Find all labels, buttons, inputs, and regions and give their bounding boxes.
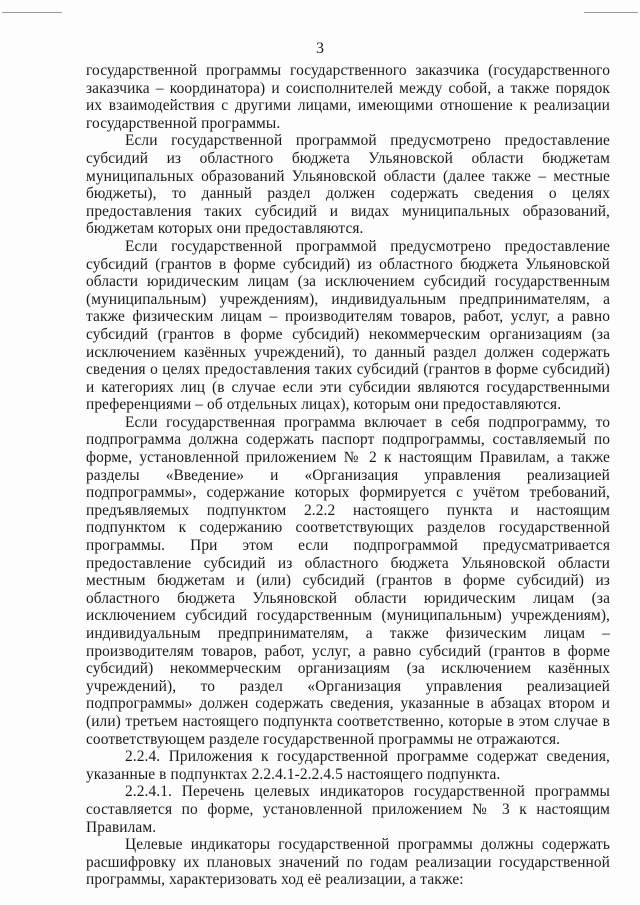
scan-artifact-left xyxy=(2,12,62,13)
paragraph: Если государственная программа включает в себя подпрограмму, то подпрограмма должна содержать паспорт подпрограммы, составляемый по форме, установленной приложением № 2 к настоящим Правилам, а также разделы «Введение» и «Организация управления реализацией подпрограммы», содержание которых формируется с учётом требований, предъявляемых подпунктом 2.2.2 настоящего пункта и настоящим подпунктом к содержанию соответствующих разделов государственной программы. При этом если подпрограммой предусматривается предоставление субсидий из областного бюджета Ульяновской области местным бюджетам и (или) субсидий (грантов в форме субсидий) из областного бюджета Ульяновской области юридическим лицам (за исключением субсидий государственным (муниципальным) учреждениям), индивидуальным предпринимателям, а также физическим лицам – производителям товаров, работ, услуг, а равно субсидий (грантов в форме субсидий) некоммерческим организациям (за исключением казённых учреждений), то раздел «Организация управления реализацией подпрограммы» должен содержать сведения, указанные в абзацах втором и (или) третьем настоящего подпункта соответственно, которые в этом случае в соответствующем разделе государственной программы не отражаются. xyxy=(86,413,610,748)
paragraph: 2.2.4. Приложения к государственной программе содержат сведения, указанные в подпунктах 2.2.4.1-2.2.4.5 настоящего подпункта. xyxy=(86,748,610,783)
page-number: 3 xyxy=(316,40,324,57)
scan-artifact-right xyxy=(584,12,638,13)
paragraph: Если государственной программой предусмотрено предоставление субсидий из областного бюджета Ульяновской области бюджетам муниципальных образований Ульяновской области (далее также – местные бюджеты), то данный раздел должен содержать сведения о целях предоставления таких субсидий и видах муниципальных образований, бюджетам которых они предоставляются. xyxy=(86,132,610,238)
paragraph: 2.2.4.1. Перечень целевых индикаторов государственной программы составляется по форме, установленной приложением № 3 к настоящим Правилам. xyxy=(86,783,610,836)
paragraph: Целевые индикаторы государственной программы должны содержать расшифровку их плановых значений по годам реализации государственной программы, характеризовать ход её реализации, а также: xyxy=(86,836,610,889)
paragraph: государственной программы государственного заказчика (государственного заказчика – координатора) и соисполнителей между собой, а также порядок их взаимодействия с другими лицами, имеющими отношение к реализации государственной программы. xyxy=(86,62,610,132)
document-body xyxy=(86,62,610,889)
paragraph: Если государственной программой предусмотрено предоставление субсидий (грантов в форме субсидий) из областного бюджета Ульяновской области юридическим лицам (за исключением субсидий государственным (муниципальным) учреждениям), индивидуальным предпринимателям, а также физическим лицам – производителям товаров, работ, услуг, а равно субсидий (грантов в форме субсидий) некоммерческим организациям (за исключением казённых учреждений), то данный раздел должен содержать сведения о целях предоставления таких субсидий (грантов в форме субсидий) и категориях лиц (в случае если эти субсидии являются государственными преференциями – об отдельных лицах), которым они предоставляются. xyxy=(86,237,610,414)
